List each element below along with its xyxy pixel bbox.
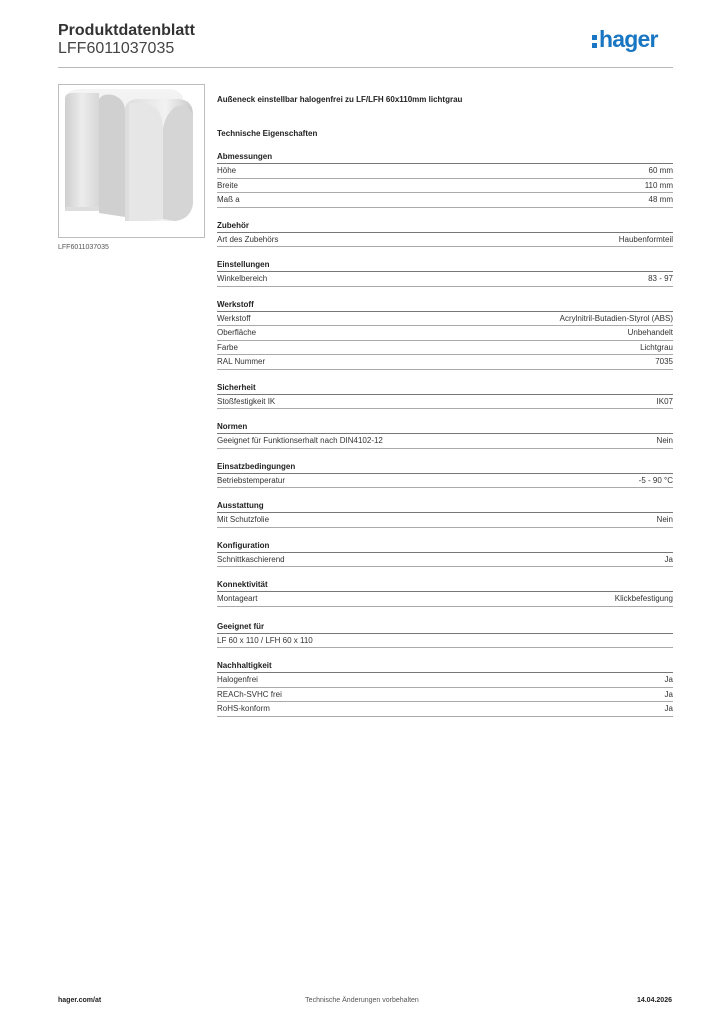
spec-row	[217, 474, 673, 489]
spec-row	[217, 326, 673, 341]
spec-row	[217, 355, 673, 370]
article-number: LFF6011037035	[58, 40, 175, 57]
spec-value: Acrylnitril-Butadien-Styrol (ABS)	[559, 313, 673, 323]
spec-label: Schnittkaschierend	[217, 554, 285, 564]
spec-row	[217, 434, 673, 449]
spec-row	[217, 688, 673, 703]
spec-label: Breite	[217, 180, 238, 190]
spec-label: Oberfläche	[217, 328, 257, 337]
spec-row	[217, 395, 673, 410]
section-einsatzbedingungen	[217, 461, 673, 489]
spec-sections	[217, 151, 673, 717]
section-title: Zubehör	[217, 220, 249, 230]
spec-label: LF 60 x 110 / LFH 60 x 110	[217, 635, 313, 645]
section-title: Konnektivität	[217, 580, 268, 589]
spec-row	[217, 553, 673, 568]
spec-label: RAL Nummer	[217, 357, 266, 366]
spec-row	[217, 513, 673, 528]
spec-value: Ja	[664, 675, 673, 684]
section-title: Normen	[217, 422, 248, 431]
spec-label: Geeignet für Funktionserhalt nach DIN4102-12	[217, 436, 383, 445]
spec-value: 7035	[655, 357, 673, 366]
section-konnektivitaet	[217, 579, 673, 607]
product-image	[58, 84, 205, 238]
section-title: Ausstattung	[217, 501, 264, 510]
page-title: Produktdatenblatt	[58, 22, 195, 39]
spec-value: 110 mm	[644, 180, 673, 190]
spec-value: Lichtgrau	[640, 342, 673, 352]
footer-date: 14.04.2026	[636, 997, 672, 1004]
section-sicherheit	[217, 382, 673, 410]
footer-note: Technische Änderungen vorbehalten	[305, 997, 419, 1004]
spec-label: RoHS-konform	[217, 704, 270, 713]
spec-label: Mit Schutzfolie	[217, 515, 270, 524]
section-title: Einstellungen	[217, 260, 270, 269]
section-title: Abmessungen	[217, 152, 273, 161]
logo-dots-icon	[592, 32, 598, 48]
spec-label: Farbe	[217, 342, 238, 352]
spec-content	[217, 94, 673, 729]
product-image-icon	[59, 85, 204, 237]
spec-value: Nein	[656, 436, 673, 445]
spec-label: Montageart	[217, 594, 258, 603]
spec-row	[217, 179, 673, 194]
spec-row	[217, 592, 673, 607]
hager-logo	[592, 26, 658, 53]
spec-label: Stoßfestigkeit IK	[217, 396, 276, 406]
spec-label: Winkelbereich	[217, 274, 268, 283]
spec-value: Haubenformteil	[618, 234, 673, 244]
footer-website-link[interactable]: hager.com/at	[58, 997, 102, 1004]
spec-value: Ja	[664, 554, 673, 564]
spec-value: 48 mm	[648, 195, 673, 204]
spec-row	[217, 673, 673, 688]
spec-row	[217, 272, 673, 287]
section-einstellungen	[217, 259, 673, 287]
spec-label: Betriebstemperatur	[217, 475, 286, 485]
spec-label: REACh-SVHC frei	[217, 689, 282, 699]
section-title: Nachhaltigkeit	[217, 661, 272, 670]
section-geeignet-fuer	[217, 621, 673, 649]
spec-row	[217, 312, 673, 327]
spec-label: Halogenfrei	[217, 675, 258, 684]
logo-text: hager	[599, 26, 658, 52]
spec-value: Unbehandelt	[627, 328, 673, 337]
spec-row	[217, 702, 673, 717]
section-title: Konfiguration	[217, 540, 270, 550]
section-normen	[217, 421, 673, 449]
section-konfiguration	[217, 540, 673, 568]
product-title: Außeneck einstellbar halogenfrei zu LF/LFH 60x110mm lichtgrau	[217, 95, 463, 104]
spec-value: Ja	[664, 704, 673, 713]
section-nachhaltigkeit	[217, 660, 673, 717]
section-title: Geeignet für	[217, 621, 265, 631]
section-title: Einsatzbedingungen	[217, 461, 296, 471]
spec-label: Höhe	[217, 166, 237, 175]
spec-value: Klickbefestigung	[614, 594, 673, 603]
image-caption: LFF6011037035	[58, 244, 109, 251]
spec-value: Ja	[664, 689, 673, 699]
spec-label: Art des Zubehörs	[217, 234, 279, 244]
technical-properties-heading: Technische Eigenschaften	[217, 129, 318, 138]
spec-row	[217, 634, 673, 649]
spec-row	[217, 164, 673, 179]
section-zubehoer	[217, 220, 673, 248]
spec-value: IK07	[656, 396, 673, 406]
spec-value: 83 - 97	[648, 274, 673, 283]
spec-value: Nein	[656, 515, 673, 524]
section-ausstattung	[217, 500, 673, 528]
spec-label: Maß a	[217, 195, 240, 204]
spec-value: -5 - 90 °C	[638, 475, 673, 485]
section-werkstoff	[217, 299, 673, 370]
spec-label: Werkstoff	[217, 313, 251, 323]
section-title: Sicherheit	[217, 382, 256, 392]
spec-row	[217, 233, 673, 248]
spec-row	[217, 341, 673, 356]
section-title: Werkstoff	[217, 299, 254, 309]
spec-value: 60 mm	[648, 166, 673, 175]
header-divider	[58, 67, 673, 68]
spec-row	[217, 193, 673, 208]
section-abmessungen	[217, 151, 673, 208]
